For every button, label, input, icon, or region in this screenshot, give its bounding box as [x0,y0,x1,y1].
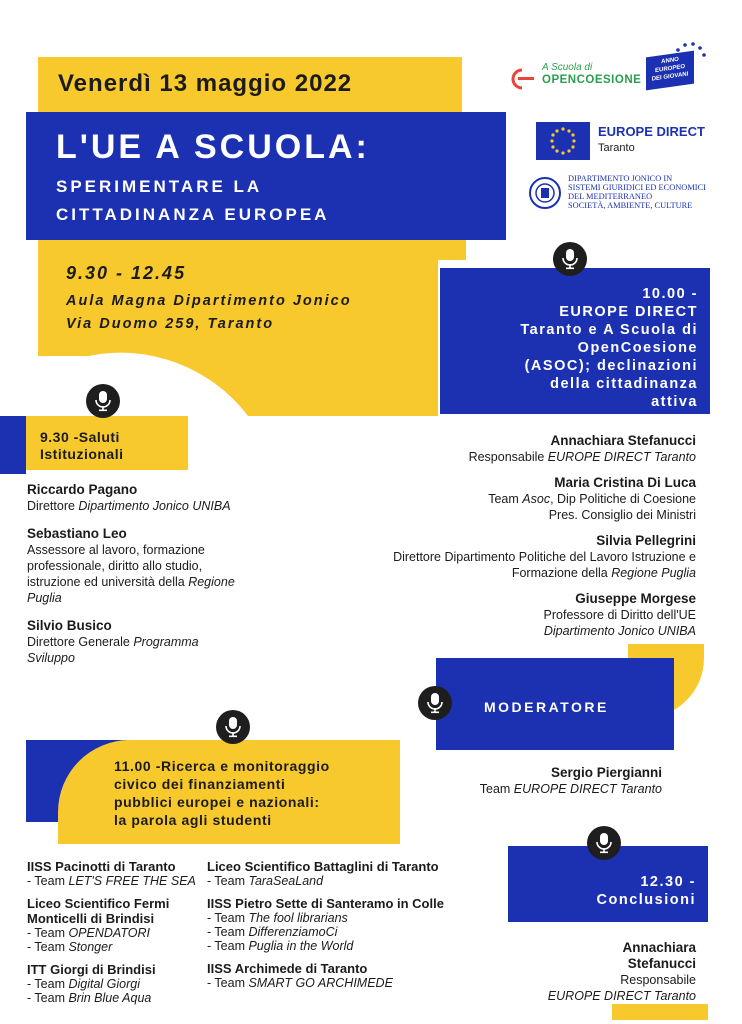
speaker-role: EUROPE DIRECT Taranto [547,989,696,1003]
anno-europeo-badge [646,51,694,91]
session-ed-line-6: della cittadinanza [550,376,698,392]
team-item [27,991,207,1005]
schools-right-column [207,859,487,990]
bottom-corner-yellow [612,1004,708,1020]
speakers-saluti [27,482,277,666]
saluti-line-2: Istituzionali [40,446,124,462]
speaker-name: Sergio Piergianni [550,765,662,780]
school-name: IISS Pacinotti di Taranto [27,859,176,874]
team-item [27,874,207,888]
speaker-role [27,498,277,514]
session-ed-line-4: OpenCoesione [577,340,698,356]
team-prefix: - Team [27,991,69,1005]
team-name: Digital Giorgi [68,977,141,991]
speaker-block [336,533,696,581]
speaker-name: Annachiara Stefanucci [550,433,696,448]
school-block [27,962,207,1005]
dip-text-4: SOCIETÀ, AMBIENTE, CULTURE [568,201,693,210]
speaker-name: Annachiara [622,940,696,955]
team-name: DifferenziamoCi [248,925,338,939]
team-name: LET'S FREE THE SEA [68,874,196,888]
school-name: IISS Pietro Sette di Santeramo in Colle [207,896,444,911]
speaker-role-text: Team [479,782,514,796]
team-item [27,977,207,991]
anno-text-2: EUROPEO [654,63,685,75]
conclusioni-line-2: Conclusioni [596,892,696,908]
team-name: The fool librarians [248,911,348,925]
team-item [27,940,207,954]
speaker-block [27,618,277,666]
speaker-role: Direttore Dipartimento Politiche del Lavoro Istruzione e [393,550,696,564]
school-name: Liceo Scientifico Battaglini di Taranto [207,859,439,874]
speaker-role-text: istruzione ed università della [27,575,189,589]
school-name: Liceo Scientifico Fermi [27,896,170,911]
speaker-role-italic: Programma [133,635,199,649]
session-europe-direct-title [428,285,698,411]
team-prefix: - Team [27,926,69,940]
studenti-line-1: 11.00 -Ricerca e monitoraggio [114,758,330,774]
studenti-line-4: la parola agli studenti [114,812,272,828]
speaker-role-italic: Asoc [522,492,551,506]
speaker-name: Giuseppe Morgese [575,591,696,606]
speaker-role: Dipartimento Jonico UNIBA [543,624,696,638]
school-block [27,896,207,954]
speaker-role [336,491,696,507]
team-item [207,911,487,925]
anno-text-1: ANNO [661,56,679,66]
team-name: TaraSeaLand [248,874,324,888]
studenti-line-2: civico dei finanziamenti [114,776,286,792]
session-ed-line-3: Taranto e A Scuola di [520,322,698,338]
team-name: Stonger [68,940,113,954]
team-prefix: - Team [207,911,249,925]
team-name: SMART GO ARCHIMEDE [248,976,393,990]
asoc-logo-text-1: A Scuola di [542,62,593,73]
anno-text-3: DEI GIOVANI [651,71,689,83]
europe-direct-text: EUROPE DIRECT [598,124,705,139]
dip-text-2: SISTEMI GIURIDICI ED ECONOMICI [568,183,706,192]
dip-text-1: DIPARTIMENTO JONICO IN [568,174,673,183]
anno-europeo-logo [640,40,710,90]
speaker-name: Sebastiano Leo [27,526,127,541]
microphone-icon [553,242,587,276]
page-subtitle-1: SPERIMENTARE LA [56,177,263,196]
session-saluti-title [40,429,124,463]
team-item [207,874,487,888]
page-subtitle-2: CITTADINANZA EUROPEA [56,205,330,224]
speaker-role [336,449,696,465]
session-ed-line-5: (ASOC); declinazioni [524,358,698,374]
speaker-role-text: Team [488,492,523,506]
speaker-name: Stefanucci [627,956,696,971]
dipartimento-logo [528,174,718,214]
university-seal-icon [528,176,562,210]
europe-direct-city: Taranto [598,142,635,154]
speaker-block [336,433,696,465]
event-date: Venerdì 13 maggio 2022 [58,70,353,97]
speaker-role-text: Formazione della [511,566,612,580]
team-item [27,926,207,940]
speaker-role: Sviluppo [27,651,75,665]
team-prefix: - Team [27,977,69,991]
team-prefix: - Team [27,940,69,954]
speaker-name: Maria Cristina Di Luca [554,475,696,490]
microphone-icon [86,384,120,418]
team-prefix: - Team [207,874,249,888]
speaker-role-italic: Dipartimento Jonico UNIBA [78,499,231,513]
speaker-role-italic: Regione Puglia [611,566,696,580]
speaker-role [336,565,696,581]
conclusioni-speaker [476,940,696,1004]
team-item [207,976,487,990]
saluti-line-1: 9.30 -Saluti [40,429,120,445]
school-block [207,859,487,888]
europe-direct-logo [536,122,716,164]
speaker-role: Professore di Diritto dell'UE [543,608,696,622]
school-block [27,859,207,888]
school-block [207,961,487,990]
speaker-block [336,475,696,523]
session-ed-line-2: EUROPE DIRECT [559,304,698,320]
speaker-role: Assessore al lavoro, formazione [27,543,205,557]
speaker-block [27,482,277,514]
microphone-icon [418,686,452,720]
school-name: ITT Giorgi di Brindisi [27,962,156,977]
team-prefix: - Team [207,976,249,990]
speaker-role-text: , Dip Politiche di Coesione [550,492,696,506]
session-studenti-title [114,757,330,829]
school-name: Monticelli di Brindisi [27,911,155,926]
page-title: L'UE A SCUOLA: [56,128,370,166]
speaker-role [27,574,277,590]
speakers-europe-direct [336,433,696,639]
speaker-role-italic: Regione [188,575,235,589]
speaker-role-text: Direttore [27,499,79,513]
event-time: 9.30 - 12.45 [66,263,187,283]
asoc-logo-text-2: OPENCOESIONE [542,74,642,86]
school-name: IISS Archimede di Taranto [207,961,368,976]
asoc-logo [508,62,642,92]
team-name: Puglia in the World [248,939,354,953]
team-item [207,939,487,953]
team-prefix: - Team [27,874,69,888]
team-prefix: - Team [207,939,249,953]
speaker-role-text: Direttore Generale [27,635,134,649]
speaker-name: Silvia Pellegrini [596,533,696,548]
speaker-block [336,591,696,639]
venue-line-1: Aula Magna Dipartimento Jonico [66,293,352,309]
team-prefix: - Team [207,925,249,939]
speaker-role: professionale, diritto allo studio, [27,559,203,573]
speaker-block [27,526,277,606]
speaker-role: Responsabile [620,973,696,987]
asoc-mark-icon [508,68,538,90]
dip-text-3: DEL MEDITERRANEO [568,192,653,201]
moderatore-speaker [362,765,662,797]
studenti-line-3: pubblici europei e nazionali: [114,794,320,810]
school-block [207,896,487,953]
session-ed-line-7: attiva [651,394,698,410]
dipartimento-logo-text [568,174,706,210]
speaker-role: Pres. Consiglio dei Ministri [548,508,696,522]
team-name: Brin Blue Aqua [68,991,152,1005]
schools-left-column [27,859,207,1005]
session-ed-line-1: 10.00 - [642,286,698,302]
speaker-role-italic: EUROPE DIRECT Taranto [513,782,662,796]
microphone-icon [216,710,250,744]
conclusioni-line-1: 12.30 - [640,874,696,890]
venue-line-2: Via Duomo 259, Taranto [66,316,275,332]
eu-flag-icon [536,122,590,160]
speaker-role [362,781,662,797]
moderatore-label: MODERATORE [484,699,609,715]
saluti-blue-bar [0,416,26,474]
microphone-icon [587,826,621,860]
speaker-role: Puglia [27,591,62,605]
speaker-role-text: Responsabile [468,450,548,464]
speaker-role-italic: EUROPE DIRECT Taranto [547,450,696,464]
speaker-name: Silvio Busico [27,618,112,633]
team-item [207,925,487,939]
speaker-name: Riccardo Pagano [27,482,138,497]
speaker-role [27,634,277,650]
conclusioni-title [496,873,696,909]
team-name: OPENDATORI [68,926,150,940]
